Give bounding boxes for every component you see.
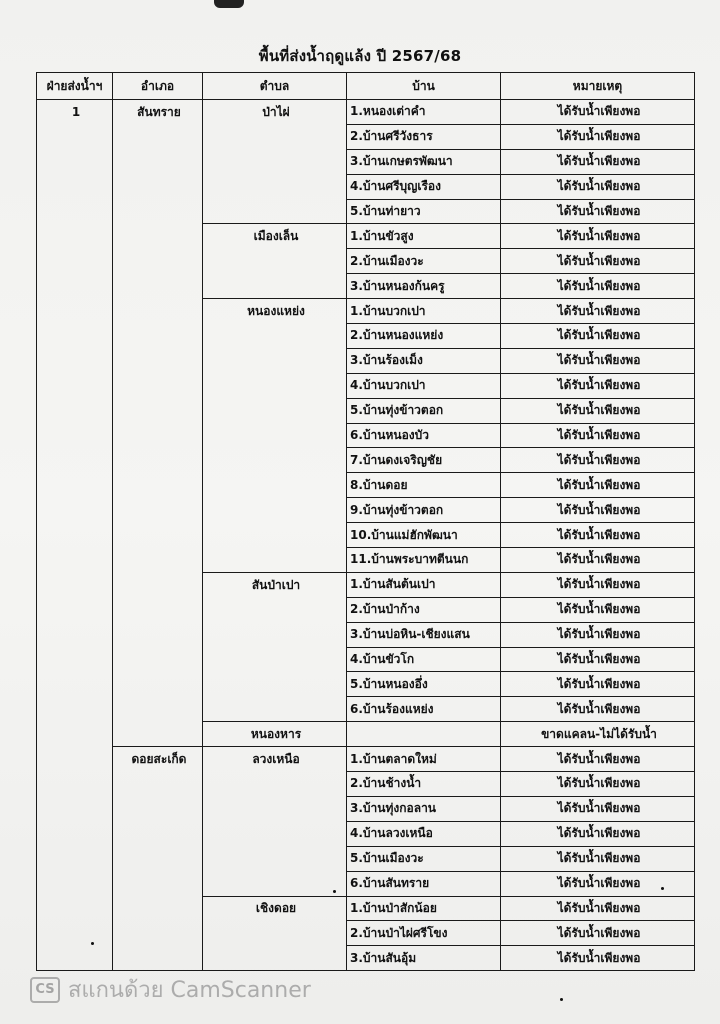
village-cell: 1.บ้านบวกเปา — [347, 299, 501, 324]
district-cell — [113, 149, 203, 174]
scan-speck — [661, 887, 664, 890]
table-row — [37, 348, 695, 373]
district-cell — [113, 896, 203, 921]
division-cell — [37, 747, 113, 772]
subdistrict-cell — [203, 846, 347, 871]
district-cell — [113, 772, 203, 797]
table-row — [37, 821, 695, 846]
table-row — [37, 697, 695, 722]
division-cell — [37, 373, 113, 398]
table-row — [37, 647, 695, 672]
camscanner-watermark — [30, 972, 311, 1007]
subdistrict-cell: สันป่าเปา — [203, 572, 347, 597]
division-cell — [37, 124, 113, 149]
subdistrict-cell — [203, 473, 347, 498]
table-row — [37, 796, 695, 821]
table-row — [37, 373, 695, 398]
village-cell: 3.บ้านทุ่งกอลาน — [347, 796, 501, 821]
subdistrict-cell: หนองหาร — [203, 722, 347, 747]
camscanner-logo-icon: CS — [30, 977, 60, 1003]
table-row — [37, 772, 695, 797]
district-cell — [113, 821, 203, 846]
subdistrict-cell: ลวงเหนือ — [203, 747, 347, 772]
subdistrict-cell — [203, 199, 347, 224]
district-cell — [113, 448, 203, 473]
table-row — [37, 572, 695, 597]
village-cell: 4.บ้านลวงเหนือ — [347, 821, 501, 846]
remark-cell: ได้รับน้ำเพียงพอ — [501, 299, 695, 324]
remark-cell: ได้รับน้ำเพียงพอ — [501, 224, 695, 249]
district-cell — [113, 597, 203, 622]
remark-cell: ได้รับน้ำเพียงพอ — [501, 348, 695, 373]
table-row — [37, 224, 695, 249]
header-district: อำเภอ — [113, 73, 203, 100]
subdistrict-cell — [203, 274, 347, 299]
division-cell — [37, 199, 113, 224]
remark-cell: ได้รับน้ำเพียงพอ — [501, 199, 695, 224]
division-cell — [37, 523, 113, 548]
remark-cell: ได้รับน้ำเพียงพอ — [501, 946, 695, 971]
subdistrict-cell — [203, 174, 347, 199]
remark-cell: ได้รับน้ำเพียงพอ — [501, 448, 695, 473]
table-row — [37, 174, 695, 199]
division-cell: 1 — [37, 100, 113, 125]
division-cell — [37, 796, 113, 821]
remark-cell: ได้รับน้ำเพียงพอ — [501, 622, 695, 647]
subdistrict-cell — [203, 448, 347, 473]
remark-cell: ได้รับน้ำเพียงพอ — [501, 821, 695, 846]
district-cell — [113, 324, 203, 349]
village-cell: 2.บ้านศรีวังธาร — [347, 124, 501, 149]
remark-cell: ได้รับน้ำเพียงพอ — [501, 548, 695, 573]
division-cell — [37, 448, 113, 473]
village-cell: 1.หนองเต่าคำ — [347, 100, 501, 125]
table-row — [37, 299, 695, 324]
village-cell: 11.บ้านพระบาทตีนนก — [347, 548, 501, 573]
district-cell — [113, 373, 203, 398]
village-cell: 4.บ้านศรีบุญเรือง — [347, 174, 501, 199]
subdistrict-cell — [203, 921, 347, 946]
table-row — [37, 747, 695, 772]
village-cell — [347, 722, 501, 747]
village-cell: 3.บ้านสันอุ้ม — [347, 946, 501, 971]
remark-cell: ได้รับน้ำเพียงพอ — [501, 324, 695, 349]
district-cell — [113, 174, 203, 199]
subdistrict-cell — [203, 548, 347, 573]
district-cell — [113, 672, 203, 697]
remark-cell: ได้รับน้ำเพียงพอ — [501, 572, 695, 597]
subdistrict-cell — [203, 871, 347, 896]
division-cell — [37, 174, 113, 199]
table-row — [37, 249, 695, 274]
subdistrict-cell — [203, 946, 347, 971]
remark-cell: ได้รับน้ำเพียงพอ — [501, 597, 695, 622]
subdistrict-cell — [203, 597, 347, 622]
table-row — [37, 896, 695, 921]
village-cell: 1.บ้านสันต้นเปา — [347, 572, 501, 597]
table-row — [37, 199, 695, 224]
table-row — [37, 448, 695, 473]
division-cell — [37, 946, 113, 971]
district-cell — [113, 946, 203, 971]
table-row — [37, 871, 695, 896]
subdistrict-cell — [203, 772, 347, 797]
division-cell — [37, 672, 113, 697]
subdistrict-cell — [203, 398, 347, 423]
district-cell — [113, 548, 203, 573]
subdistrict-cell — [203, 672, 347, 697]
subdistrict-cell — [203, 348, 347, 373]
district-cell — [113, 871, 203, 896]
subdistrict-cell — [203, 796, 347, 821]
district-cell — [113, 224, 203, 249]
district-cell: สันทราย — [113, 100, 203, 125]
table-row — [37, 324, 695, 349]
village-cell: 5.บ้านหนองอึ่ง — [347, 672, 501, 697]
table-row — [37, 846, 695, 871]
remark-cell: ได้รับน้ำเพียงพอ — [501, 523, 695, 548]
village-cell: 2.บ้านป่าไผ่ศรีโขง — [347, 921, 501, 946]
header-division: ฝ่ายส่งน้ำฯ — [37, 73, 113, 100]
district-cell — [113, 697, 203, 722]
remark-cell: ได้รับน้ำเพียงพอ — [501, 772, 695, 797]
table-row — [37, 722, 695, 747]
village-cell: 7.บ้านดงเจริญชัย — [347, 448, 501, 473]
division-cell — [37, 846, 113, 871]
village-cell: 2.บ้านเมืองวะ — [347, 249, 501, 274]
remark-cell: ได้รับน้ำเพียงพอ — [501, 846, 695, 871]
division-cell — [37, 548, 113, 573]
division-cell — [37, 299, 113, 324]
division-cell — [37, 896, 113, 921]
subdistrict-cell — [203, 821, 347, 846]
division-cell — [37, 224, 113, 249]
table-row — [37, 473, 695, 498]
division-cell — [37, 423, 113, 448]
remark-cell: ได้รับน้ำเพียงพอ — [501, 647, 695, 672]
table-row — [37, 124, 695, 149]
division-cell — [37, 597, 113, 622]
village-cell: 1.บ้านขัวสูง — [347, 224, 501, 249]
village-cell: 1.บ้านป่าสักน้อย — [347, 896, 501, 921]
division-cell — [37, 821, 113, 846]
remark-cell: ได้รับน้ำเพียงพอ — [501, 249, 695, 274]
village-cell: 5.บ้านทุ่งข้าวตอก — [347, 398, 501, 423]
division-cell — [37, 572, 113, 597]
subdistrict-cell: เชิงดอย — [203, 896, 347, 921]
division-cell — [37, 647, 113, 672]
remark-cell: ได้รับน้ำเพียงพอ — [501, 274, 695, 299]
table-row — [37, 622, 695, 647]
subdistrict-cell: เมืองเล็น — [203, 224, 347, 249]
header-subdistrict: ตำบล — [203, 73, 347, 100]
village-cell: 3.บ้านร้องเม็ง — [347, 348, 501, 373]
division-cell — [37, 274, 113, 299]
subdistrict-cell — [203, 124, 347, 149]
remark-cell: ได้รับน้ำเพียงพอ — [501, 796, 695, 821]
district-cell — [113, 921, 203, 946]
scan-speck — [91, 942, 94, 945]
district-cell — [113, 647, 203, 672]
division-cell — [37, 622, 113, 647]
table-row — [37, 423, 695, 448]
village-cell: 3.บ้านหนองก้นครู — [347, 274, 501, 299]
table-row — [37, 672, 695, 697]
district-cell — [113, 572, 203, 597]
division-cell — [37, 398, 113, 423]
scan-speck — [560, 998, 563, 1001]
remark-cell: ได้รับน้ำเพียงพอ — [501, 896, 695, 921]
district-cell — [113, 398, 203, 423]
village-cell: 10.บ้านแม่ฮักพัฒนา — [347, 523, 501, 548]
village-cell: 2.บ้านป่าก้าง — [347, 597, 501, 622]
remark-cell: ได้รับน้ำเพียงพอ — [501, 373, 695, 398]
district-cell — [113, 348, 203, 373]
remark-cell: ได้รับน้ำเพียงพอ — [501, 149, 695, 174]
document-title: พื้นที่ส่งน้ำฤดูแล้ง ปี 2567/68 — [258, 47, 462, 65]
subdistrict-cell — [203, 149, 347, 174]
subdistrict-cell — [203, 697, 347, 722]
village-cell: 6.บ้านร้องแหย่ง — [347, 697, 501, 722]
subdistrict-cell — [203, 373, 347, 398]
table-row — [37, 523, 695, 548]
remark-cell: ได้รับน้ำเพียงพอ — [501, 871, 695, 896]
division-cell — [37, 348, 113, 373]
district-cell — [113, 423, 203, 448]
scan-speck — [333, 890, 336, 893]
table-row — [37, 597, 695, 622]
water-area-table — [36, 72, 695, 971]
village-cell: 2.บ้านหนองแหย่ง — [347, 324, 501, 349]
division-cell — [37, 473, 113, 498]
village-cell: 4.บ้านขัวโก — [347, 647, 501, 672]
remark-cell: ได้รับน้ำเพียงพอ — [501, 747, 695, 772]
village-cell: 3.บ้านเกษตรพัฒนา — [347, 149, 501, 174]
village-cell: 2.บ้านช้างน้ำ — [347, 772, 501, 797]
district-cell — [113, 124, 203, 149]
remark-cell: ได้รับน้ำเพียงพอ — [501, 697, 695, 722]
subdistrict-cell — [203, 622, 347, 647]
village-cell: 4.บ้านบวกเปา — [347, 373, 501, 398]
district-cell — [113, 473, 203, 498]
division-cell — [37, 772, 113, 797]
subdistrict-cell — [203, 249, 347, 274]
division-cell — [37, 722, 113, 747]
subdistrict-cell — [203, 523, 347, 548]
table-row — [37, 498, 695, 523]
district-cell — [113, 274, 203, 299]
district-cell — [113, 249, 203, 274]
watermark-text: สแกนด้วย CamScanner — [68, 978, 311, 1003]
division-cell — [37, 324, 113, 349]
district-cell — [113, 722, 203, 747]
subdistrict-cell: หนองแหย่ง — [203, 299, 347, 324]
remark-cell: ได้รับน้ำเพียงพอ — [501, 174, 695, 199]
village-cell: 5.บ้านเมืองวะ — [347, 846, 501, 871]
division-cell — [37, 697, 113, 722]
district-cell — [113, 299, 203, 324]
remark-cell: ได้รับน้ำเพียงพอ — [501, 124, 695, 149]
village-cell: 6.บ้านหนองบัว — [347, 423, 501, 448]
table-row — [37, 398, 695, 423]
table-row — [37, 149, 695, 174]
header-remark: หมายเหตุ — [501, 73, 695, 100]
division-cell — [37, 921, 113, 946]
division-cell — [37, 249, 113, 274]
remark-cell: ขาดแคลน-ไม่ได้รับน้ำ — [501, 722, 695, 747]
district-cell — [113, 523, 203, 548]
remark-cell: ได้รับน้ำเพียงพอ — [501, 398, 695, 423]
village-cell: 1.บ้านตลาดใหม่ — [347, 747, 501, 772]
remark-cell: ได้รับน้ำเพียงพอ — [501, 100, 695, 125]
village-cell: 5.บ้านท่ายาว — [347, 199, 501, 224]
table-row — [37, 548, 695, 573]
village-cell: 6.บ้านสันทราย — [347, 871, 501, 896]
remark-cell: ได้รับน้ำเพียงพอ — [501, 423, 695, 448]
table-row — [37, 100, 695, 125]
subdistrict-cell — [203, 498, 347, 523]
district-cell — [113, 846, 203, 871]
table-row — [37, 274, 695, 299]
remark-cell: ได้รับน้ำเพียงพอ — [501, 498, 695, 523]
scan-smudge — [214, 0, 244, 8]
subdistrict-cell — [203, 423, 347, 448]
district-cell — [113, 498, 203, 523]
division-cell — [37, 149, 113, 174]
header-village: บ้าน — [347, 73, 501, 100]
subdistrict-cell — [203, 647, 347, 672]
village-cell: 9.บ้านทุ่งข้าวตอก — [347, 498, 501, 523]
remark-cell: ได้รับน้ำเพียงพอ — [501, 672, 695, 697]
remark-cell: ได้รับน้ำเพียงพอ — [501, 473, 695, 498]
subdistrict-cell — [203, 324, 347, 349]
village-cell: 8.บ้านดอย — [347, 473, 501, 498]
village-cell: 3.บ้านบ่อหิน-เชียงแสน — [347, 622, 501, 647]
division-cell — [37, 498, 113, 523]
division-cell — [37, 871, 113, 896]
district-cell — [113, 199, 203, 224]
table-row — [37, 946, 695, 971]
district-cell: ดอยสะเก็ด — [113, 747, 203, 772]
district-cell — [113, 622, 203, 647]
table-row — [37, 921, 695, 946]
subdistrict-cell: ป่าไผ่ — [203, 100, 347, 125]
table-body — [37, 100, 695, 971]
remark-cell: ได้รับน้ำเพียงพอ — [501, 921, 695, 946]
district-cell — [113, 796, 203, 821]
table-header-row — [37, 73, 695, 100]
